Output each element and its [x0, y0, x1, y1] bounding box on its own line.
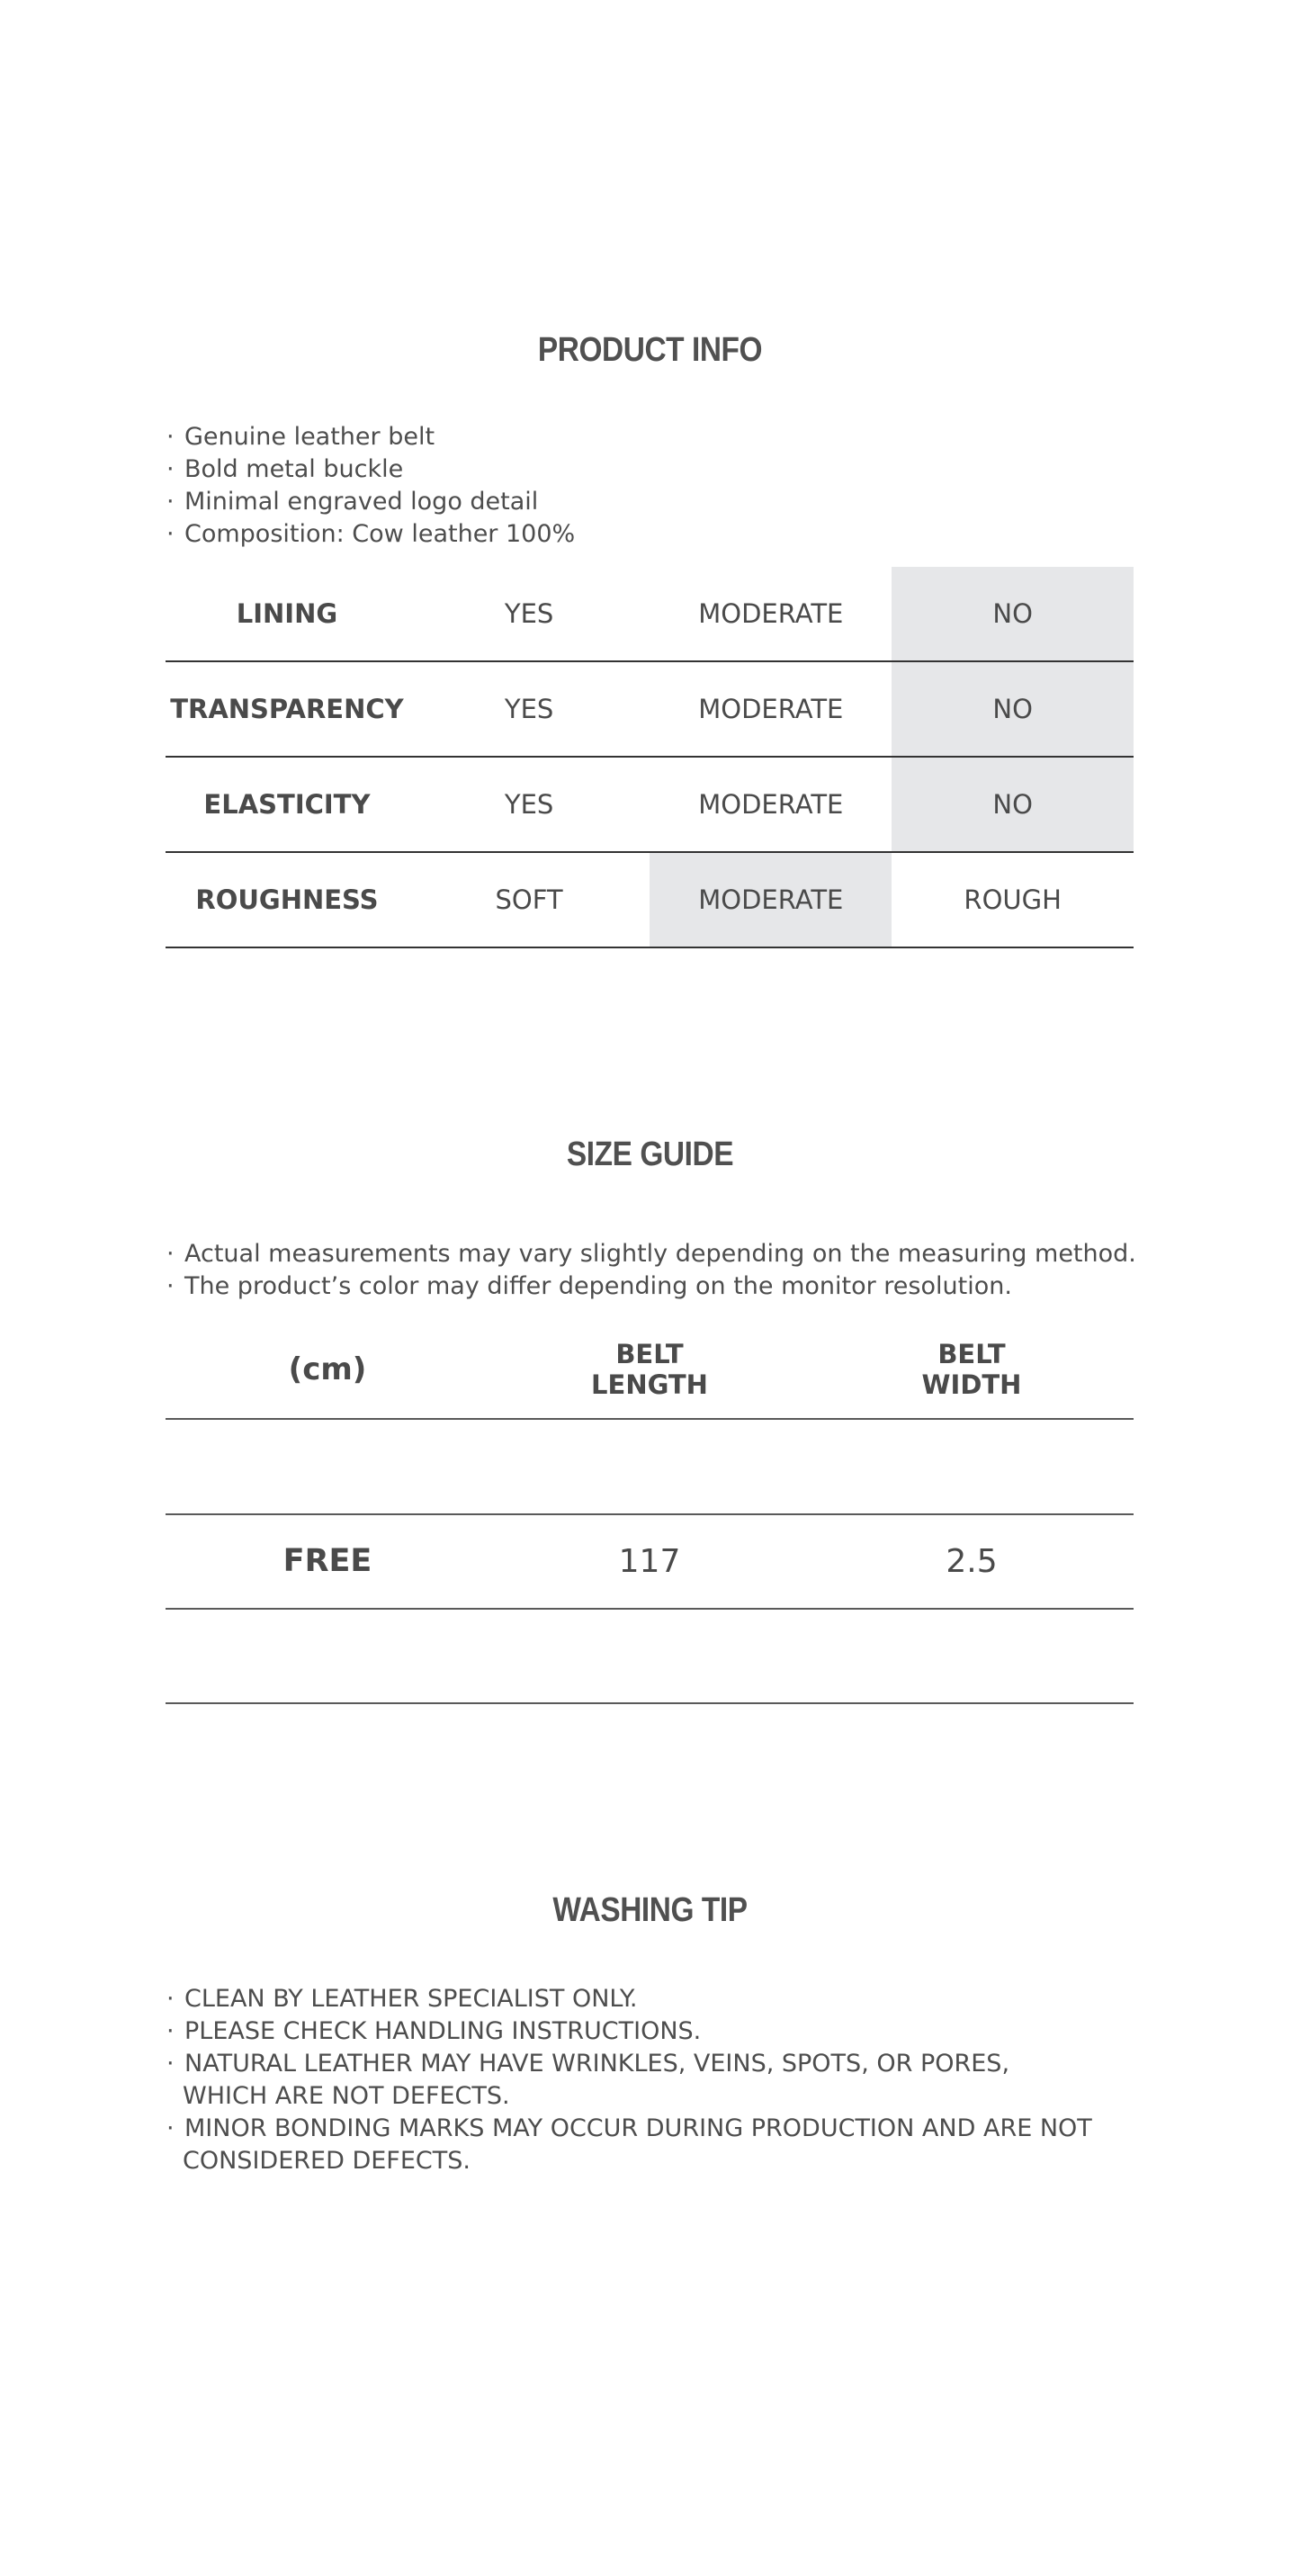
table-row-roughness — [166, 852, 1134, 947]
belt-width-value: 2.5 — [946, 1542, 998, 1580]
attribute-label: LINING — [166, 567, 408, 661]
attribute-option: MODERATE — [650, 567, 892, 661]
list-item: · Composition: Cow leather 100% — [166, 518, 575, 551]
size-guide-bullets — [166, 1238, 1136, 1303]
attribute-option: YES — [408, 661, 650, 757]
product-info-bullets — [166, 421, 575, 551]
belt-width-value — [810, 1609, 1134, 1702]
size-guide-title: SIZE GUIDE — [566, 1135, 734, 1173]
unit-header: (cm) — [288, 1351, 367, 1387]
size-table-header — [166, 1323, 1134, 1420]
attribute-option: ROUGH — [892, 852, 1134, 947]
table-row — [166, 1514, 1134, 1610]
list-item: · CLEAN BY LEATHER SPECIALIST ONLY. — [166, 1983, 1092, 2015]
size-label — [166, 1420, 489, 1513]
washing-tip-bullets — [166, 1983, 1092, 2177]
belt-width-value — [810, 1420, 1134, 1513]
belt-length-value: 117 — [618, 1542, 681, 1580]
list-item: · Genuine leather belt — [166, 421, 575, 453]
belt-width-header-line1: BELT — [937, 1339, 1006, 1369]
list-item: · Bold metal buckle — [166, 453, 575, 486]
attribute-option: SOFT — [408, 852, 650, 947]
list-item-continuation: WHICH ARE NOT DEFECTS. — [183, 2082, 510, 2110]
table-row-lining — [166, 567, 1134, 661]
table-row — [166, 1609, 1134, 1704]
list-item: · MINOR BONDING MARKS MAY OCCUR DURING PRODUCTION AND ARE NOT — [166, 2113, 1092, 2145]
attribute-option: MODERATE — [650, 757, 892, 852]
attribute-label: ELASTICITY — [166, 757, 408, 852]
size-label — [166, 1609, 489, 1702]
belt-length-value — [488, 1420, 811, 1513]
attribute-label: TRANSPARENCY — [166, 661, 408, 757]
product-info-title: PRODUCT INFO — [537, 331, 763, 369]
product-attributes-table — [166, 567, 1134, 948]
attribute-option-selected: NO — [892, 757, 1134, 852]
attribute-option-selected: NO — [892, 661, 1134, 757]
washing-tip-title: WASHING TIP — [552, 1891, 748, 1929]
table-row-transparency — [166, 661, 1134, 757]
list-item: · Actual measurements may vary slightly depending on the measuring method. — [166, 1238, 1136, 1270]
table-row — [166, 1420, 1134, 1515]
belt-width-header — [810, 1323, 1134, 1416]
list-item-continuation: CONSIDERED DEFECTS. — [183, 2147, 471, 2175]
list-item: · Minimal engraved logo detail — [166, 486, 575, 518]
belt-width-header-line2: WIDTH — [921, 1369, 1022, 1400]
belt-length-value — [488, 1609, 811, 1702]
attribute-option: MODERATE — [650, 661, 892, 757]
attribute-label: ROUGHNESS — [166, 852, 408, 947]
attribute-option-selected: MODERATE — [650, 852, 892, 947]
table-row-elasticity — [166, 757, 1134, 852]
list-item: · NATURAL LEATHER MAY HAVE WRINKLES, VEINS, SPOTS, OR PORES, — [166, 2048, 1092, 2080]
size-label: FREE — [282, 1543, 372, 1579]
list-item: · PLEASE CHECK HANDLING INSTRUCTIONS. — [166, 2015, 1092, 2048]
attribute-option: YES — [408, 757, 650, 852]
belt-length-header-line1: BELT — [615, 1339, 684, 1369]
belt-length-header-line2: LENGTH — [591, 1369, 708, 1400]
list-item: · The product’s color may differ depending on the monitor resolution. — [166, 1270, 1136, 1303]
belt-length-header — [488, 1323, 811, 1416]
attribute-option: YES — [408, 567, 650, 661]
attribute-option-selected: NO — [892, 567, 1134, 661]
